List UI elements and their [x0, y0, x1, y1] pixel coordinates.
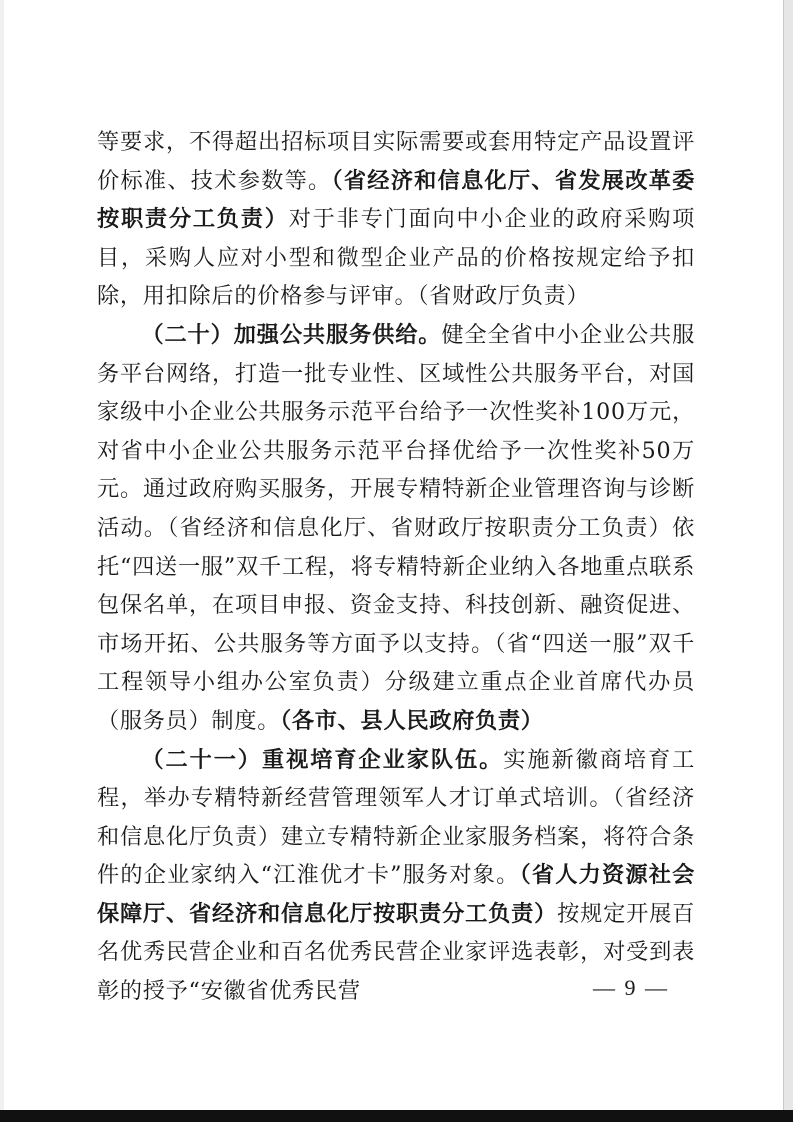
responsibility-note: （省经济和信息化厅、省发展改革委按职责分工负责）: [97, 167, 695, 233]
section-heading-21: （二十一）重视培育企业家队伍。: [141, 746, 504, 773]
paragraph-2-body: 健全全省中小企业公共服务平台网络，打造一批专业性、区域性公共服务平台，对国家级中小企业公共服务示范平台给予一次性奖补100万元，对省中小企业公共服务示范平台择优给予一次性奖补50万元。通过政府购买服务，开展专精特新企业管理咨询与诊断活动。（省经济和信息化厅、省财政厅按职责分工负责）依托“四送一服”双千工程，将专精特新企业纳入各地重点联系包保名单，在项目申报、资金支持、科技创新、融资促进、市场开拓、公共服务等方面予以支持。（省“四送一服”双千工程领导小组办公室负责）分级建立重点企业首席代办员（服务员）制度。: [97, 321, 695, 734]
responsibility-note: （各市、县人民政府负责）: [280, 707, 544, 734]
paragraph-1: [97, 123, 695, 316]
paragraph-1-run-3: 对于非专门面向中小企业的政府采购项目，采购人应对小型和微型企业产品的价格按规定给予扣除，用扣除后的价格参与评审。（省财政厅负责）: [97, 206, 695, 310]
scan-edge-right: [783, 0, 793, 1122]
paragraph-3-body-2: 按规定开展百名优秀民营企业和百名优秀民营企业家评选表彰，对受到表彰的授予“安徽省优秀民营: [97, 900, 696, 1005]
scan-edge-bottom: [0, 1110, 793, 1122]
section-heading-20: （二十）加强公共服务供给。: [141, 321, 442, 348]
document-body: [97, 123, 695, 1011]
scan-edge-left: [0, 0, 4, 1122]
paragraph-3-body-1: 实施新徽商培育工程，举办专精特新经营管理领军人才订单式培训。（省经济和信息化厅负责）建立专精特新企业家服务档案，将符合条件的企业家纳入“江淮优才卡”服务对象。: [97, 746, 696, 889]
page-number: — 9 —: [593, 975, 669, 1000]
paragraph-3: [97, 741, 695, 1011]
responsibility-note: （省人力资源社会保障厅、省经济和信息化厅按职责分工负责）: [97, 862, 695, 927]
paragraph-2: [97, 316, 695, 741]
paragraph-1-run-1: 等要求，不得超出招标项目实际需要或套用特定产品设置评价标准、技术参数等。: [97, 129, 695, 194]
